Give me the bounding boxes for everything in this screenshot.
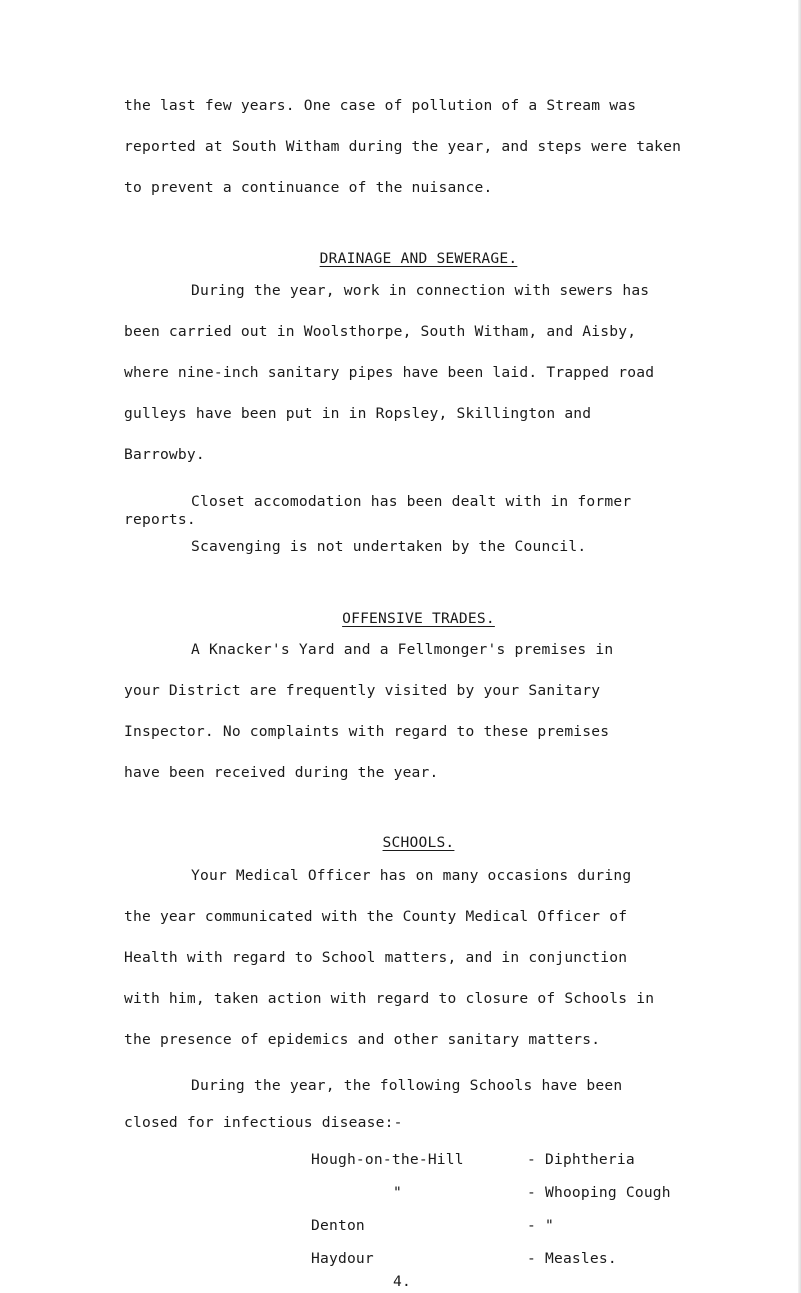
paragraph-line: your District are frequently visited by your Sanitary xyxy=(124,682,601,699)
paragraph-line: Inspector. No complaints with regard to these premises xyxy=(124,723,610,740)
paragraph-line: During the year, the following Schools have been xyxy=(191,1077,623,1094)
closure-disease: - Whooping Cough xyxy=(527,1184,671,1201)
section-heading-text: OFFENSIVE TRADES. xyxy=(342,610,495,627)
paragraph-line: During the year, work in connection with sewers has xyxy=(191,282,650,299)
paragraph-line: reports. xyxy=(124,511,196,528)
closure-disease: - Measles. xyxy=(527,1250,617,1267)
paragraph-line: have been received during the year. xyxy=(124,764,439,781)
paragraph-line: reported at South Witham during the year, and steps were taken xyxy=(124,138,682,155)
section-heading-text: DRAINAGE AND SEWERAGE. xyxy=(319,250,518,267)
page-number: 4. xyxy=(393,1273,411,1290)
paragraph-line: to prevent a continuance of the nuisance. xyxy=(124,179,493,196)
paragraph-line: been carried out in Woolsthorpe, South Witham, and Aisby, xyxy=(124,323,637,340)
paragraph-line: the last few years. One case of pollution of a Stream was xyxy=(124,97,637,114)
paragraph-line: Scavenging is not undertaken by the Council. xyxy=(191,538,587,555)
section-heading-schools xyxy=(0,813,801,873)
closure-school: Hough-on-the-Hill xyxy=(311,1151,464,1168)
paragraph-line: where nine-inch sanitary pipes have been laid. Trapped road xyxy=(124,364,655,381)
section-heading-drainage xyxy=(0,229,801,289)
paragraph-line: closed for infectious disease:- xyxy=(124,1114,403,1131)
closure-disease: - Diphtheria xyxy=(527,1151,635,1168)
paragraph-line: with him, taken action with regard to closure of Schools in xyxy=(124,990,655,1007)
paragraph-line: the year communicated with the County Medical Officer of xyxy=(124,908,628,925)
closure-school: " xyxy=(393,1184,402,1201)
closure-school: Denton xyxy=(311,1217,365,1234)
paragraph-line: Health with regard to School matters, and in conjunction xyxy=(124,949,628,966)
paragraph-line: Closet accomodation has been dealt with in former xyxy=(191,493,632,510)
paragraph-line: Barrowby. xyxy=(124,446,205,463)
paragraph-line: Your Medical Officer has on many occasions during xyxy=(191,867,632,884)
section-heading-text: SCHOOLS. xyxy=(382,834,455,851)
closure-school: Haydour xyxy=(311,1250,374,1267)
paragraph-line: the presence of epidemics and other sanitary matters. xyxy=(124,1031,601,1048)
paragraph-line: gulleys have been put in in Ropsley, Skillington and xyxy=(124,405,592,422)
closure-disease: - " xyxy=(527,1217,554,1234)
paragraph-line: A Knacker's Yard and a Fellmonger's premises in xyxy=(191,641,614,658)
